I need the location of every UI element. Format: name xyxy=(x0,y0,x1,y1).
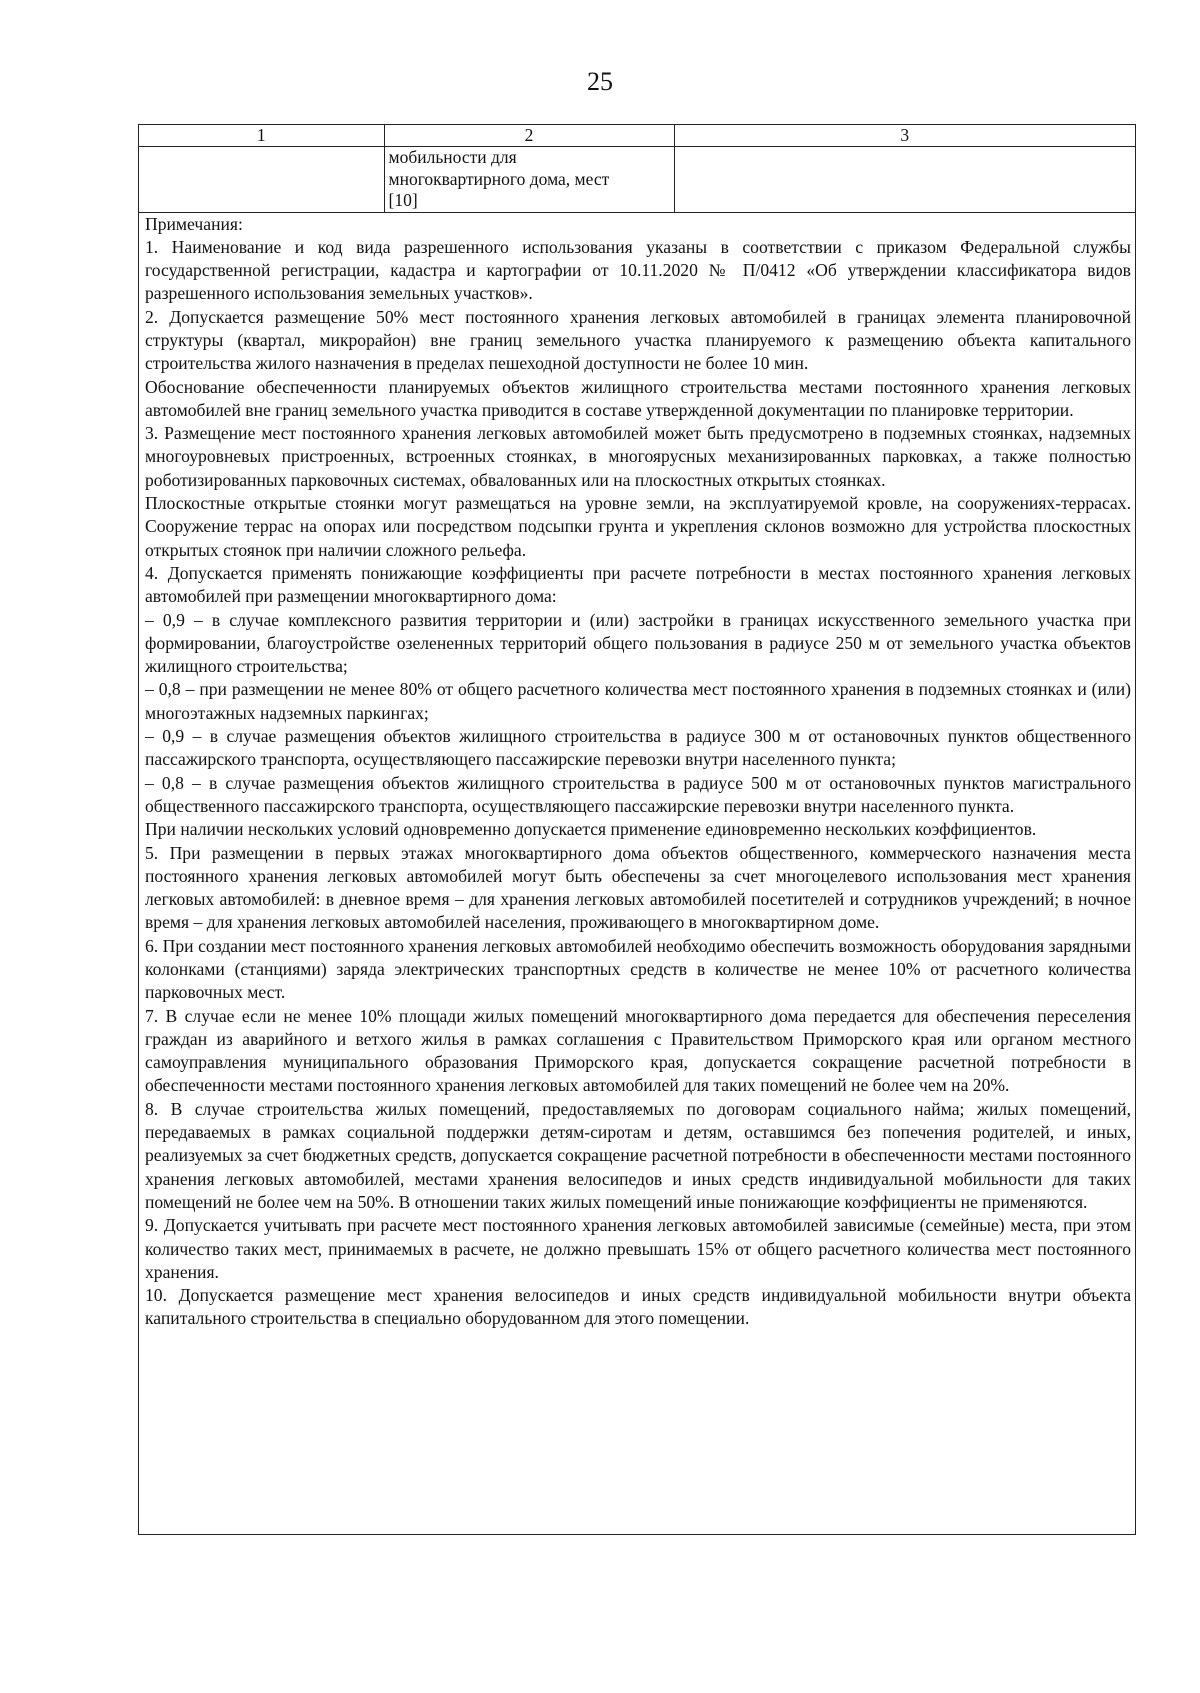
notes-title: Примечания: xyxy=(145,213,243,234)
table-row xyxy=(139,147,1135,213)
cell-col2-line: мобильности для xyxy=(388,147,517,167)
note-paragraph: 3. Размещение мест постоянного хранения легковых автомобилей может быть предусмотрено в подземных стоянках, надземных многоуровневых пристроенных, встроенных стоянках, в многоярусных механизированных парковках, а также полностью роботизированных парковочных системах, обвалованных или на плоскостных открытых стоянках. xyxy=(145,423,1131,490)
cell-col2-line: [10] xyxy=(388,190,418,210)
note-paragraph: 9. Допускается учитывать при расчете мест постоянного хранения легковых автомобилей зависимые (семейные) места, при этом количество таких мест, принимаемых в расчете, не должно превышать 15% от общего расчетного количества мест постоянного хранения. xyxy=(145,1215,1131,1282)
page-number: 25 xyxy=(587,67,613,96)
cell-col1 xyxy=(139,147,384,213)
note-paragraph: 8. В случае строительства жилых помещений, предоставляемых по договорам социального найма; жилых помещений, передаваемых в рамках социальной поддержки детям-сиротам и детям, оставшимся без попечения родителей, и иных, реализуемых за счет бюджетных средств, допускается сокращение расчетной потребности в обеспеченности местами постоянного хранения легковых автомобилей, местами хранения велосипедов и иных средств индивидуальной мобильности для таких помещений не более чем на 50%. В отношении таких жилых помещений иные понижающие коэффициенты не применяются. xyxy=(145,1098,1131,1212)
note-paragraph: – 0,9 – в случае размещения объектов жилищного строительства в радиусе 300 м от остановочных пунктов общественного пассажирского транспорта, осуществляющего пассажирские перевозки внутри населенного пункта; xyxy=(145,726,1131,770)
note-paragraph: 10. Допускается размещение мест хранения велосипедов и иных средств индивидуальной мобильности внутри объекта капитального строительства в специально оборудованном для этого помещении. xyxy=(145,1285,1131,1329)
column-number-2: 2 xyxy=(384,125,674,147)
cell-col2 xyxy=(384,147,674,213)
note-paragraph: 7. В случае если не менее 10% площади жилых помещений многоквартирного дома передается для обеспечения переселения граждан из аварийного и ветхого жилья в рамках соглашения с Правительством Приморского края или органом местного самоуправления муниципального образования Приморского края, допускается сокращение расчетной потребности в обеспеченности местами постоянного хранения легковых автомобилей для таких помещений не более чем на 20%. xyxy=(145,1005,1131,1096)
note-paragraph: – 0,9 – в случае комплексного развития территории и (или) застройки в границах искусственного земельного участка при формировании, благоустройстве озелененных территорий общего пользования в радиусе 250 м от земельного участка объектов жилищного строительства; xyxy=(145,609,1131,677)
note-paragraph: 6. При создании мест постоянного хранения легковых автомобилей необходимо обеспечить возможность оборудования зарядными колонками (станциями) заряда электрических транспортных средств в количестве не менее 10% от расчетного количества парковочных мест. xyxy=(145,935,1131,1003)
cell-col3 xyxy=(674,147,1135,213)
note-paragraph: Обоснование обеспеченности планируемых объектов жилищного строительства местами постоянного хранения легковых автомобилей вне границ земельного участка приводится в составе утвержденной документации по планировке территории. xyxy=(145,376,1131,420)
cell-col2-line: многоквартирного дома, мест xyxy=(388,168,610,189)
note-paragraph: – 0,8 – при размещении не менее 80% от общего расчетного количества мест постоянного хранения в подземных стоянках и (или) многоэтажных надземных паркингах; xyxy=(145,679,1131,723)
note-paragraph: 5. При размещении в первых этажах многоквартирного дома объектов общественного, коммерческого назначения места постоянного хранения легковых автомобилей могут быть обеспечены за счет многоцелевого использования мест хранения легковых автомобилей: в дневное время – для хранения легковых автомобилей посетителей и сотрудников учреждений; в ночное время – для хранения легковых автомобилей населения, проживающего в многоквартирном доме. xyxy=(145,842,1131,933)
note-paragraph: Плоскостные открытые стоянки могут размещаться на уровне земли, на эксплуатируемой кровле, на сооружениях-террасах. Сооружение террас на опорах или посредством подсыпки грунта и укрепления склонов возможно для устройства плоскостных открытых стоянок при наличии сложного рельефа. xyxy=(145,493,1131,560)
notes-section xyxy=(139,213,1135,1331)
note-paragraph: – 0,8 – в случае размещения объектов жилищного строительства в радиусе 500 м от остановочных пунктов магистрального общественного пассажирского транспорта, осуществляющего пассажирские перевозки внутри населенного пункта. xyxy=(145,772,1131,816)
note-paragraph: 2. Допускается размещение 50% мест постоянного хранения легковых автомобилей в границах элемента планировочной структуры (квартал, микрорайон) вне границ земельного участка планируемого к размещению объекта капитального строительства жилого назначения в пределах пешеходной доступности не более 10 мин. xyxy=(145,306,1131,374)
column-number-1: 1 xyxy=(139,125,384,147)
table-header xyxy=(139,125,1135,213)
note-paragraph: 1. Наименование и код вида разрешенного использования указаны в соответствии с приказом Федеральной службы государственной регистрации, кадастра и картографии от 10.11.2020 № П/0412 «Об утверждении классификатора видов разрешенного использования земельных участков». xyxy=(145,236,1131,304)
document-table-frame xyxy=(138,124,1136,1535)
note-paragraph: При наличии нескольких условий одновременно допускается применение единовременно нескольких коэффициентов. xyxy=(145,819,1037,840)
column-numbers-row xyxy=(139,125,1135,147)
column-number-3: 3 xyxy=(674,125,1135,147)
note-paragraph: 4. Допускается применять понижающие коэффициенты при расчете потребности в местах постоянного хранения легковых автомобилей при размещении многоквартирного дома: xyxy=(145,562,1131,607)
